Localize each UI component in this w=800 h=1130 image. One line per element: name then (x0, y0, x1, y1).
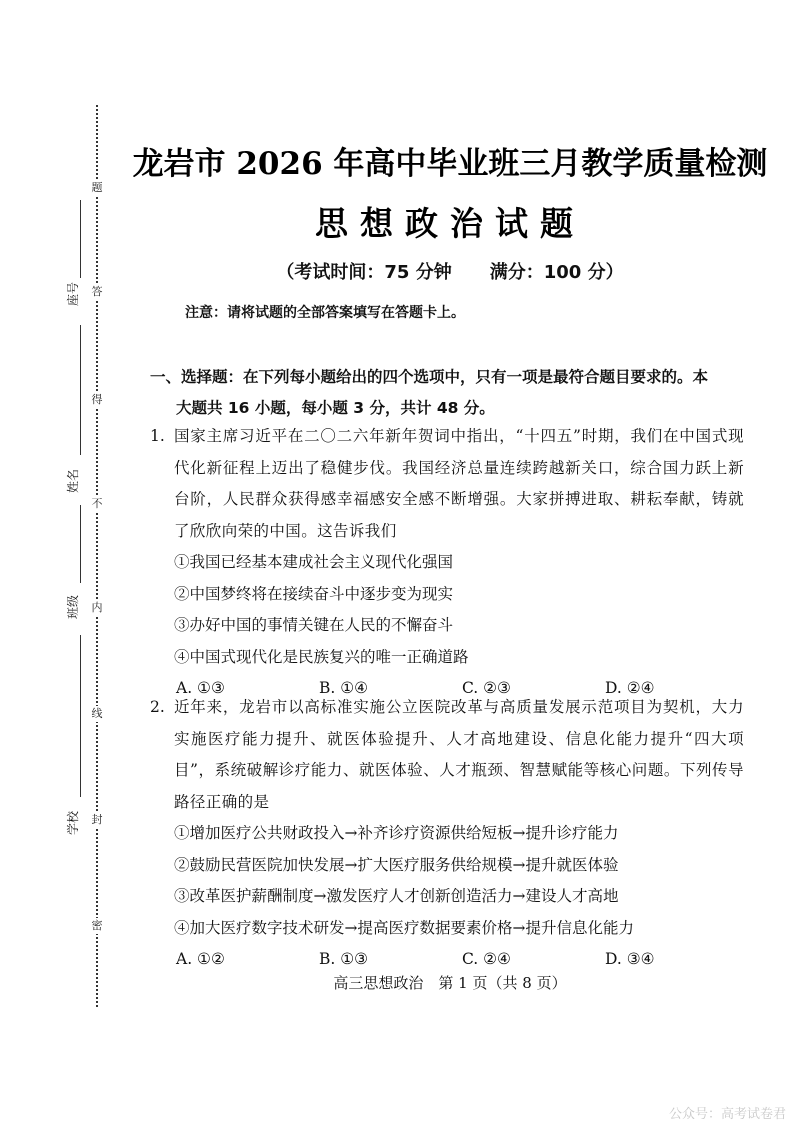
class-line (80, 505, 81, 583)
question-number: 1. (150, 427, 165, 445)
statement-option: ②鼓励民营医院加快发展→扩大医疗服务供给规模→提升就医体验 (174, 855, 619, 874)
seal-char: 内 (91, 601, 103, 614)
question-2 (150, 692, 750, 975)
page-footer: 高三思想政治 第 1 页（共 8 页） (333, 974, 567, 992)
statement-option: ①我国已经基本建成社会主义现代化强国 (174, 553, 454, 571)
choice-d: D. ②④ (605, 679, 655, 697)
seal-char: 不 (91, 497, 103, 510)
exam-info (130, 258, 770, 284)
choice-c: C. ②③ (462, 679, 511, 697)
binding-dotted-line (96, 105, 98, 1007)
seal-char: 封 (91, 813, 103, 826)
notice-text: 注意：请将试题的全部答案填写在答题卡上。 (185, 305, 465, 321)
question-number: 2. (150, 698, 165, 716)
seat-number-line (80, 200, 81, 278)
watermark: 公众号：高考试卷君 (668, 1107, 786, 1122)
seal-char: 得 (91, 393, 103, 406)
choice-b: B. ①④ (319, 679, 369, 697)
section-heading (150, 362, 750, 424)
exam-title: 龙岩市 2026 年高中毕业班三月教学质量检测 (132, 146, 768, 182)
statement-option: ④中国式现代化是民族复兴的唯一正确道路 (174, 647, 469, 666)
school-label: 学校 (66, 811, 80, 836)
name-line (80, 325, 81, 455)
seal-char: 密 (91, 919, 103, 932)
statement-option: ②中国梦终将在接续奋斗中逐步变为现实 (174, 584, 454, 603)
seal-char: 线 (91, 707, 103, 720)
score-info: 满分：100 分） (489, 262, 624, 283)
seal-char: 答 (91, 285, 103, 298)
answer-choices (150, 944, 750, 975)
question-stem: 国家主席习近平在二〇二六年新年贺词中指出，“十四五”时期，我们在中国式现代化新征程上迈出了稳健步伐。我国经济总量连续跨越新关口，综合国力跃上新台阶，人民群众获得感幸福感安全感不断增强。大家拼搏进取、耕耘奉献，铸就了欣欣向荣的中国。这告诉我们 (174, 427, 744, 540)
choice-a: A. ①③ (176, 679, 225, 697)
statement-option: ③办好中国的事情关键在人民的不懈奋斗 (174, 616, 454, 634)
statement-option: ④加大医疗数字技术研发→提高医疗数据要素价格→提升信息化能力 (174, 918, 634, 937)
section-line-2: 大题共 16 小题，每小题 3 分，共计 48 分。 (176, 399, 495, 417)
question-stem: 近年来，龙岩市以高标准实施公立医院改革与高质量发展示范项目为契机，大力实施医疗能力提升、就医体验提升、人才高地建设、信息化能力提升“四大项目”，系统破解诊疗能力、就医体验、人才瓶颈、智慧赋能等核心问题。下列传导路径正确的是 (174, 698, 744, 811)
statement-option: ③改革医护薪酬制度→激发医疗人才创新创造活力→建设人才高地 (174, 887, 619, 905)
question-1 (150, 421, 750, 704)
name-label: 姓名 (66, 469, 80, 494)
seat-number-label: 座号 (66, 282, 80, 307)
choice-a: A. ①② (176, 950, 225, 968)
school-line (80, 635, 81, 797)
choice-c: C. ②④ (462, 950, 511, 968)
choice-b: B. ①③ (319, 950, 369, 968)
subject-title: 思想政治试题 (315, 204, 585, 243)
class-label: 班级 (66, 595, 80, 620)
seal-char: 题 (91, 181, 103, 194)
time-info: （考试时间：75 分钟 (276, 262, 452, 283)
statement-option: ①增加医疗公共财政投入→补齐诊疗资源供给短板→提升诊疗能力 (174, 824, 619, 842)
choice-d: D. ③④ (605, 950, 655, 968)
section-line-1: 一、选择题：在下列每小题给出的四个选项中，只有一项是最符合题目要求的。本 (150, 368, 709, 386)
